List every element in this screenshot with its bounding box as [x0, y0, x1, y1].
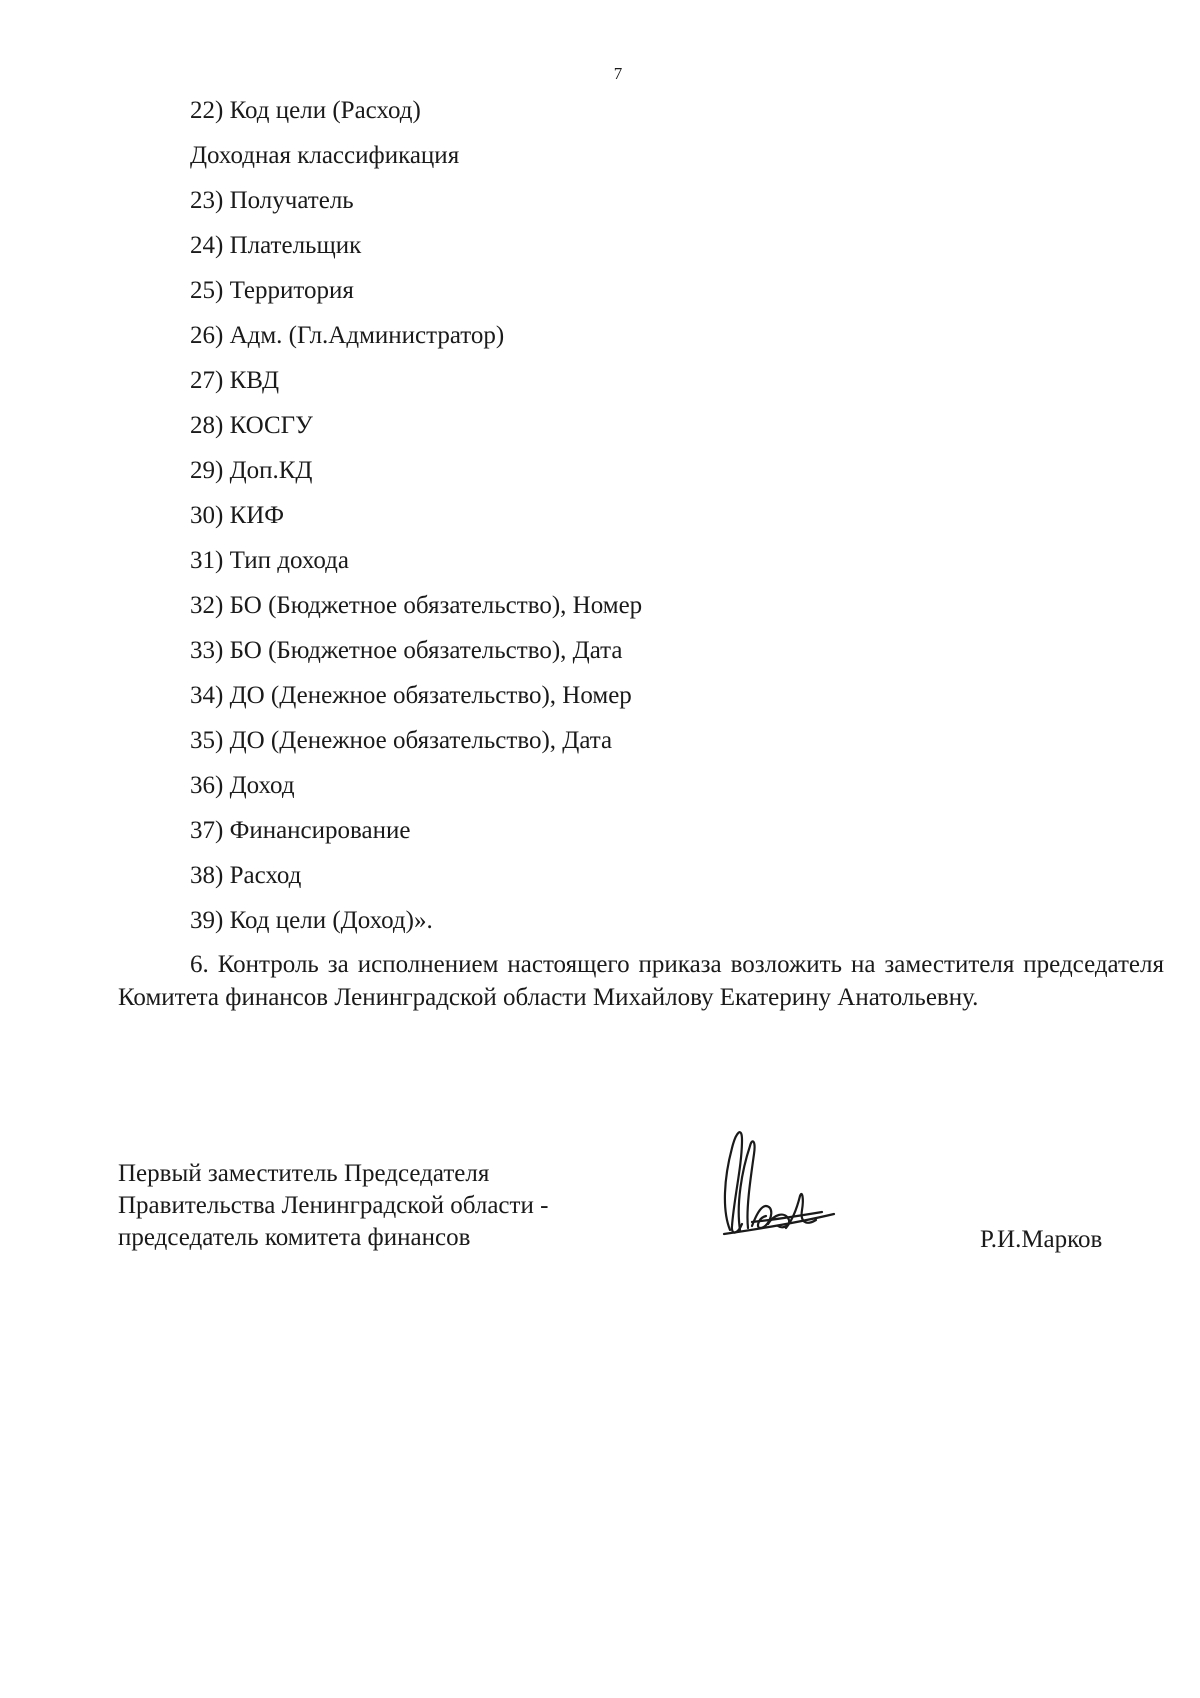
list-item: 34) ДО (Денежное обязательство), Номер	[190, 682, 632, 709]
list-item: 25) Территория	[190, 277, 354, 304]
signer-position	[118, 1158, 548, 1254]
signer-position-line: председатель комитета финансов	[118, 1224, 471, 1251]
list-item: 33) БО (Бюджетное обязательство), Дата	[190, 637, 623, 664]
field-list	[190, 88, 642, 943]
list-item: 29) Доп.КД	[190, 457, 313, 484]
list-item: 30) КИФ	[190, 502, 285, 529]
handwritten-signature-icon	[712, 1118, 842, 1248]
signer-name: Р.И.Марков	[980, 1226, 1103, 1253]
list-item: 23) Получатель	[190, 187, 354, 214]
signer-position-line: Первый заместитель Председателя	[118, 1160, 490, 1187]
list-item: 28) КОСГУ	[190, 412, 313, 439]
section-heading-income-classification: Доходная классификация	[190, 142, 460, 169]
list-item: 36) Доход	[190, 772, 295, 799]
list-item: 26) Адм. (Гл.Администратор)	[190, 322, 505, 349]
page-number: 7	[613, 64, 623, 83]
list-item: 31) Тип дохода	[190, 547, 349, 574]
list-item: 32) БО (Бюджетное обязательство), Номер	[190, 592, 643, 619]
signer-position-line: Правительства Ленинградской области -	[118, 1192, 549, 1219]
list-item: 22) Код цели (Расход)	[190, 97, 421, 124]
list-item: 27) КВД	[190, 367, 280, 394]
paragraph-6-control: 6. Контроль за исполнением настоящего приказа возложить на заместителя председателя Комитета финансов Ленинградской области Михайлову Екатерину Анатольевну.	[118, 951, 1164, 1011]
list-item: 37) Финансирование	[190, 817, 411, 844]
list-item: 38) Расход	[190, 862, 302, 889]
list-item: 39) Код цели (Доход)».	[190, 907, 433, 934]
list-item: 24) Плательщик	[190, 232, 362, 259]
list-item: 35) ДО (Денежное обязательство), Дата	[190, 727, 613, 754]
